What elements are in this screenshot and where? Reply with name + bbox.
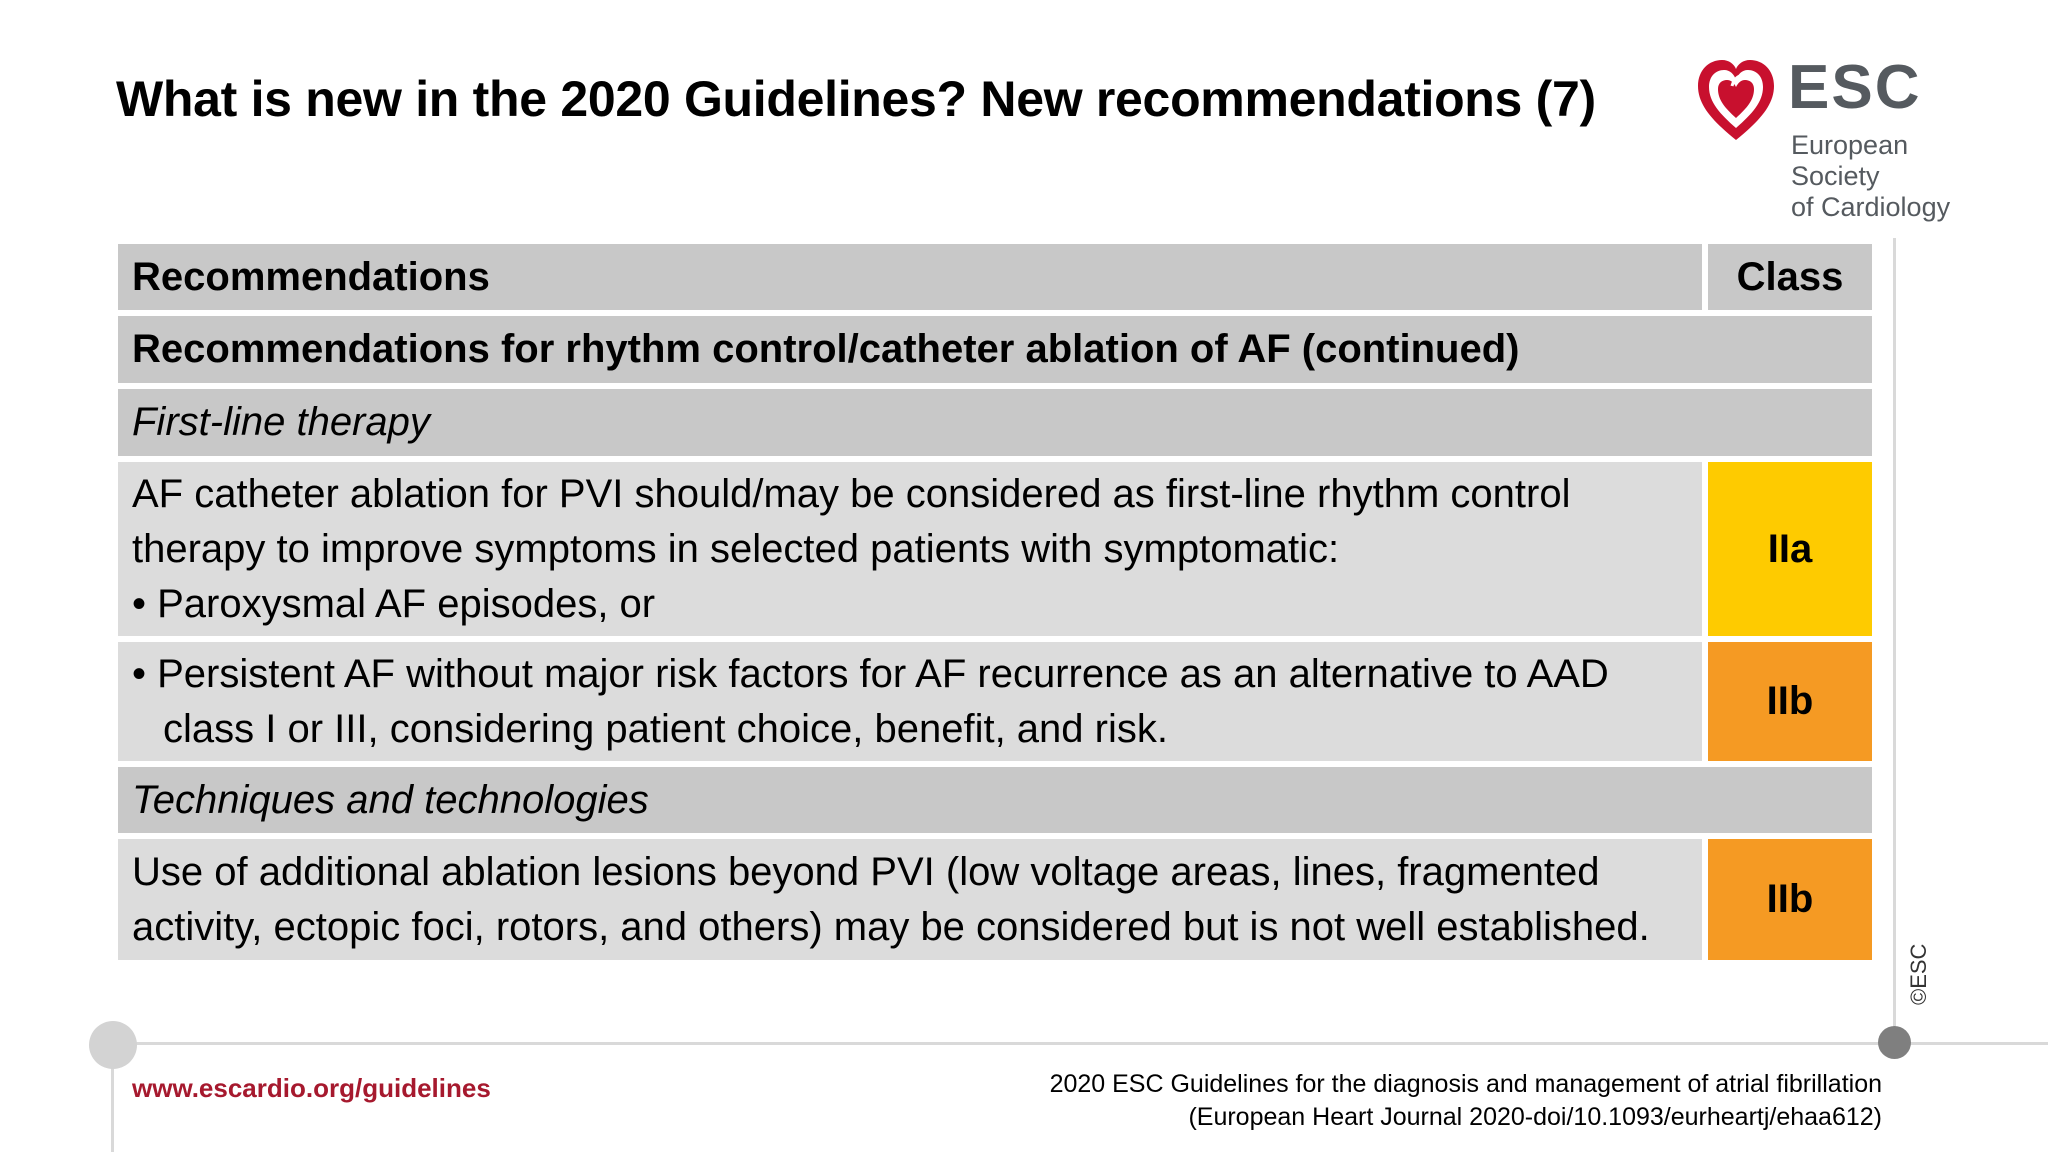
logo-subtitle — [1791, 130, 1996, 223]
section-title-row — [118, 316, 1872, 383]
reference-line2: (European Heart Journal 2020-doi/10.1093/eurheartj/ehaa612) — [1188, 1103, 1882, 1131]
header-class: Class — [1708, 244, 1872, 310]
footer-left-dot — [89, 1021, 137, 1069]
section-title: Recommendations for rhythm control/catheter ablation of AF (continued) — [118, 316, 1872, 383]
recommendation-line: AF catheter ablation for PVI should/may be considered as first-line rhythm control — [132, 471, 1571, 516]
recommendation-line: therapy to improve symptoms in selected patients with symptomatic: — [132, 526, 1340, 571]
recommendation-bullet: • Paroxysmal AF episodes, or — [132, 581, 656, 626]
heart-logo-icon — [1696, 56, 1776, 146]
subsection-row — [118, 389, 1872, 456]
recommendation-text — [118, 462, 1702, 636]
recommendation-text — [118, 839, 1702, 960]
class-badge-iib: IIb — [1708, 642, 1872, 761]
footer-divider — [112, 1042, 2048, 1045]
logo-wordmark: ESC — [1788, 53, 1922, 122]
table-row — [118, 839, 1872, 960]
table-row — [118, 462, 1872, 636]
header-recommendations: Recommendations — [118, 244, 1702, 310]
class-badge-iia: IIa — [1708, 462, 1872, 636]
class-badge-iib: IIb — [1708, 839, 1872, 960]
footer-reference — [1050, 1068, 1882, 1134]
recommendation-line: activity, ectopic foci, rotors, and others) may be considered but is not well established. — [132, 904, 1650, 949]
table-header-row — [118, 244, 1872, 310]
copyright: ©ESC — [1906, 943, 1931, 1005]
footer-left-stem — [111, 1066, 114, 1152]
subsection-techniques: Techniques and technologies — [118, 767, 1872, 833]
footer-url-link[interactable]: www.escardio.org/guidelines — [132, 1073, 491, 1103]
subsection-first-line-therapy: First-line therapy — [118, 389, 1872, 456]
right-divider — [1893, 238, 1896, 1043]
esc-logo — [1696, 52, 1996, 222]
recommendation-bullet: • Persistent AF without major risk factors for AF recurrence as an alternative to AAD — [132, 651, 1609, 696]
logo-subtitle-line1: European Society — [1791, 130, 1909, 191]
recommendation-line: class I or III, considering patient choice, benefit, and risk. — [163, 706, 1168, 751]
reference-line1: 2020 ESC Guidelines for the diagnosis and management of atrial fibrillation — [1049, 1070, 1882, 1098]
recommendation-line: Use of additional ablation lesions beyond PVI (low voltage areas, lines, fragmented — [132, 849, 1600, 894]
table-row — [118, 642, 1872, 761]
page-title: What is new in the 2020 Guidelines? New recommendations (7) — [116, 71, 1596, 127]
recommendation-text — [118, 642, 1702, 761]
logo-subtitle-line2: of Cardiology — [1791, 192, 1951, 222]
subsection-row — [118, 767, 1872, 833]
footer-right-dot — [1878, 1026, 1911, 1059]
